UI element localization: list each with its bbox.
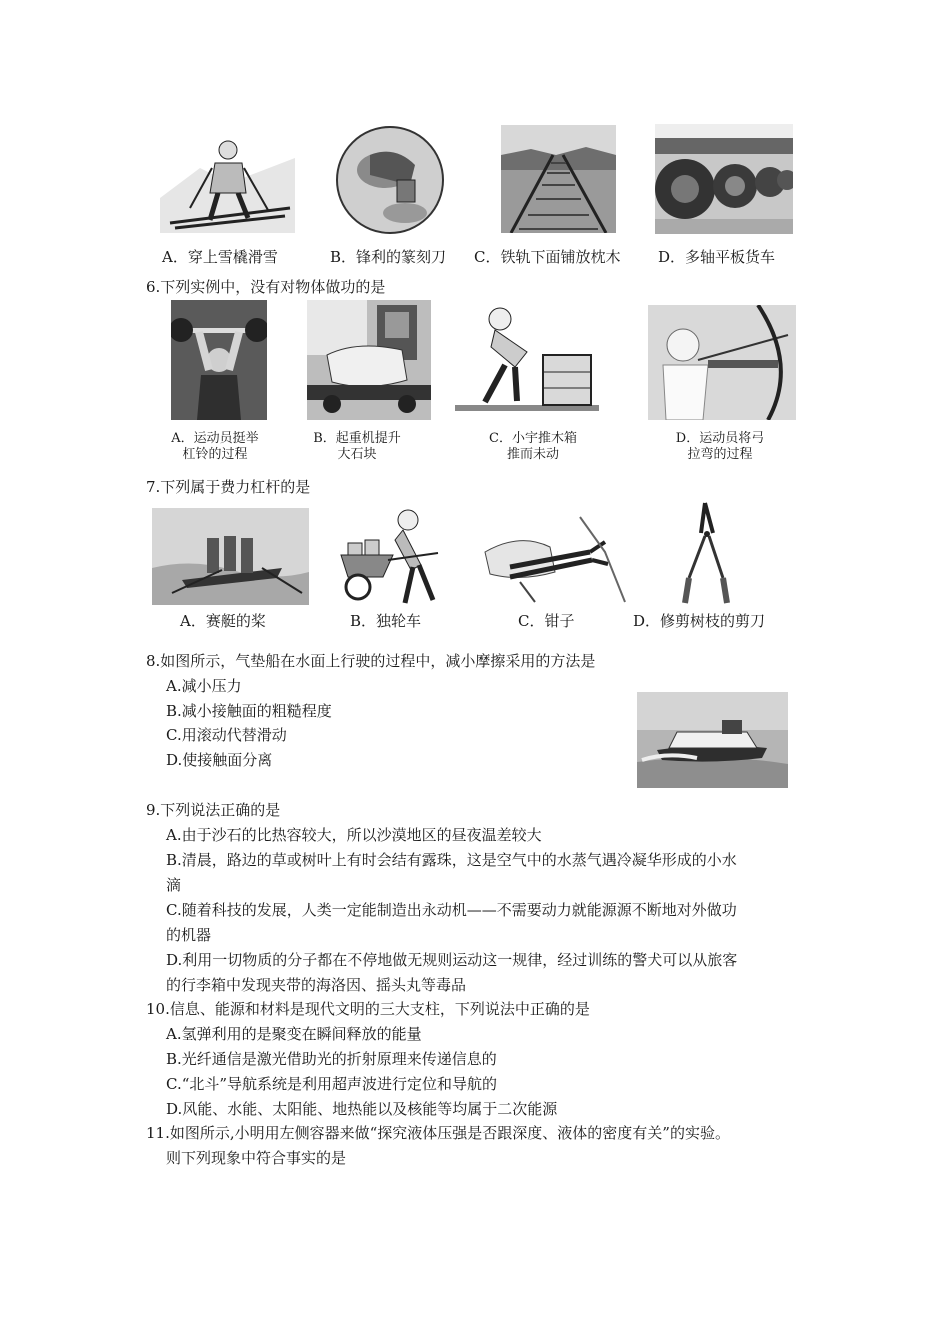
pliers-image [480,512,635,605]
q5-option-d: D．多轴平板货车 [658,248,776,266]
q6-option-a-line1: A．运动员挺举 [171,431,259,446]
hovercraft-image [637,692,788,788]
q6-option-c-line2: 推而未动 [506,447,559,462]
archer-image [648,305,796,420]
boy-pushing-box-image [455,297,599,419]
q8-option-b: B.减小接触面的粗糙程度 [166,702,332,720]
q11-stem-line1: 11.如图所示,小明用左侧容器来做“探究液体压强是否跟深度、液体的密度有关”的实验。 [146,1124,730,1142]
q9-stem: 9.下列说法正确的是 [146,801,281,819]
q7-option-c: C．钳子 [518,612,575,630]
crane-lifting-rock-image [307,300,431,420]
q10-option-a: A.氢弹利用的是聚变在瞬间释放的能量 [166,1025,422,1043]
q7-option-d: D．修剪树枝的剪刀 [633,612,766,630]
q9-option-c-line2: 的机器 [166,926,212,944]
q10-option-c: C.“北斗”导航系统是利用超声波进行定位和导航的 [166,1075,498,1093]
q9-option-a: A.由于沙石的比热容较大，所以沙漠地区的昼夜温差较大 [166,826,542,844]
q9-option-b-line2: 滴 [166,876,182,894]
q7-stem: 7.下列属于费力杠杆的是 [146,478,311,496]
skier-image [160,128,295,233]
wheelbarrow-image [333,505,443,605]
q10-option-b: B.光纤通信是激光借助光的折射原理来传递信息的 [166,1050,497,1068]
q6-stem: 6.下列实例中，没有对物体做功的是 [146,278,386,296]
q9-option-c-line1: C.随着科技的发展，人类一定能制造出永动机——不需要动力就能源源不断地对外做功 [166,901,737,919]
q8-stem: 8.如图所示，气垫船在水面上行驶的过程中，减小摩擦采用的方法是 [146,652,596,670]
q11-stem-line2: 则下列现象中符合事实的是 [166,1149,347,1167]
q8-option-a: A.减小压力 [166,677,242,695]
q7-option-b: B．独轮车 [350,612,422,630]
q10-stem: 10.信息、能源和材料是现代文明的三大支柱，下列说法中正确的是 [146,1000,590,1018]
q9-option-b-line1: B.清晨，路边的草或树叶上有时会结有露珠，这是空气中的水蒸气遇冷凝华形成的小水 [166,851,737,869]
flatbed-truck-image [655,124,793,234]
q10-option-d: D.风能、水能、太阳能、地热能以及核能等均属于二次能源 [166,1100,558,1118]
q5-option-a: A．穿上雪橇滑雪 [162,248,278,266]
q8-option-d: D.使接触面分离 [166,751,273,769]
q9-option-d-line1: D.利用一切物质的分子都在不停地做无规则运动这一规律，经过训练的警犬可以从旅客 [166,951,738,969]
weightlifter-image [171,300,267,420]
q6-option-b-line1: B．起重机提升 [313,431,401,446]
q6-option-d-line1: D．运动员将弓 [675,431,765,446]
q5-option-c: C．铁轨下面铺放枕木 [474,248,621,266]
q6-option-c-line1: C．小宇推木箱 [489,431,577,446]
carving-knife-image [335,125,445,235]
q5-option-b: B．锋利的篆刻刀 [330,248,447,266]
railway-image [501,125,616,233]
q7-option-a: A．赛艇的桨 [180,612,266,630]
q6-option-a-line2: 杠铃的过程 [182,447,248,462]
q9-option-d-line2: 的行李箱中发现夹带的海洛因、摇头丸等毒品 [166,976,467,994]
rowing-boat-image [152,508,309,605]
q6-option-d-line2: 拉弯的过程 [687,447,753,462]
q6-option-b-line2: 大石块 [337,447,377,462]
q8-option-c: C.用滚动代替滑动 [166,726,287,744]
pruning-shears-image [675,498,735,608]
